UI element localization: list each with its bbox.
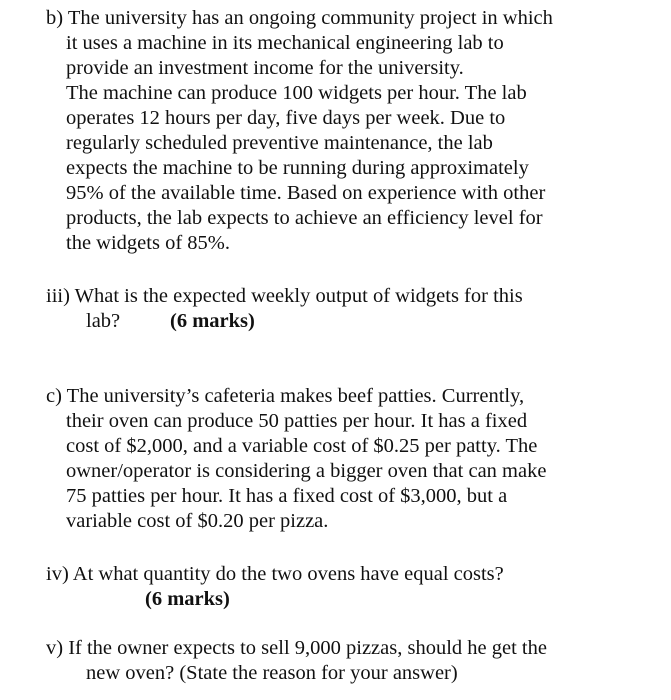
section-b-line: operates 12 hours per day, five days per week. Due to [66,107,506,129]
section-b-line: it uses a machine in its mechanical engineering lab to [66,32,504,54]
section-b-line: 95% of the available time. Based on experience with other [66,182,546,204]
section-c-line: variable cost of $0.20 per pizza. [66,510,329,532]
section-c-line: 75 patties per hour. It has a fixed cost of $3,000, but a [66,485,508,507]
section-b-line: provide an investment income for the university. [66,57,464,79]
question-iii-marks: (6 marks) [170,310,255,332]
question-v-text: v) If the owner expects to sell 9,000 pizzas, should he get the [46,637,547,659]
question-iii-text-continued: lab? [86,310,121,332]
section-c-line: c) The university’s cafeteria makes beef patties. Currently, [46,385,525,407]
section-b-line: products, the lab expects to achieve an efficiency level for [66,207,543,229]
section-c-line: owner/operator is considering a bigger oven that can make [66,460,547,482]
section-c-line: cost of $2,000, and a variable cost of $0.25 per patty. The [66,435,538,457]
question-iv-marks: (6 marks) [145,588,230,610]
section-c-line: their oven can produce 50 patties per hour. It has a fixed [66,410,528,432]
section-b-line: The machine can produce 100 widgets per hour. The lab [66,82,527,104]
section-b-line: regularly scheduled preventive maintenance, the lab [66,132,493,154]
question-iv-text: iv) At what quantity do the two ovens have equal costs? [46,563,504,585]
section-b-line: expects the machine to be running during approximately [66,157,529,179]
section-b-line: the widgets of 85%. [66,232,230,254]
question-iii-text: iii) What is the expected weekly output of widgets for this [46,285,523,307]
question-v-text-continued: new oven? (State the reason for your answer) [86,662,458,684]
section-b-line: b) The university has an ongoing community project in which [46,7,553,29]
